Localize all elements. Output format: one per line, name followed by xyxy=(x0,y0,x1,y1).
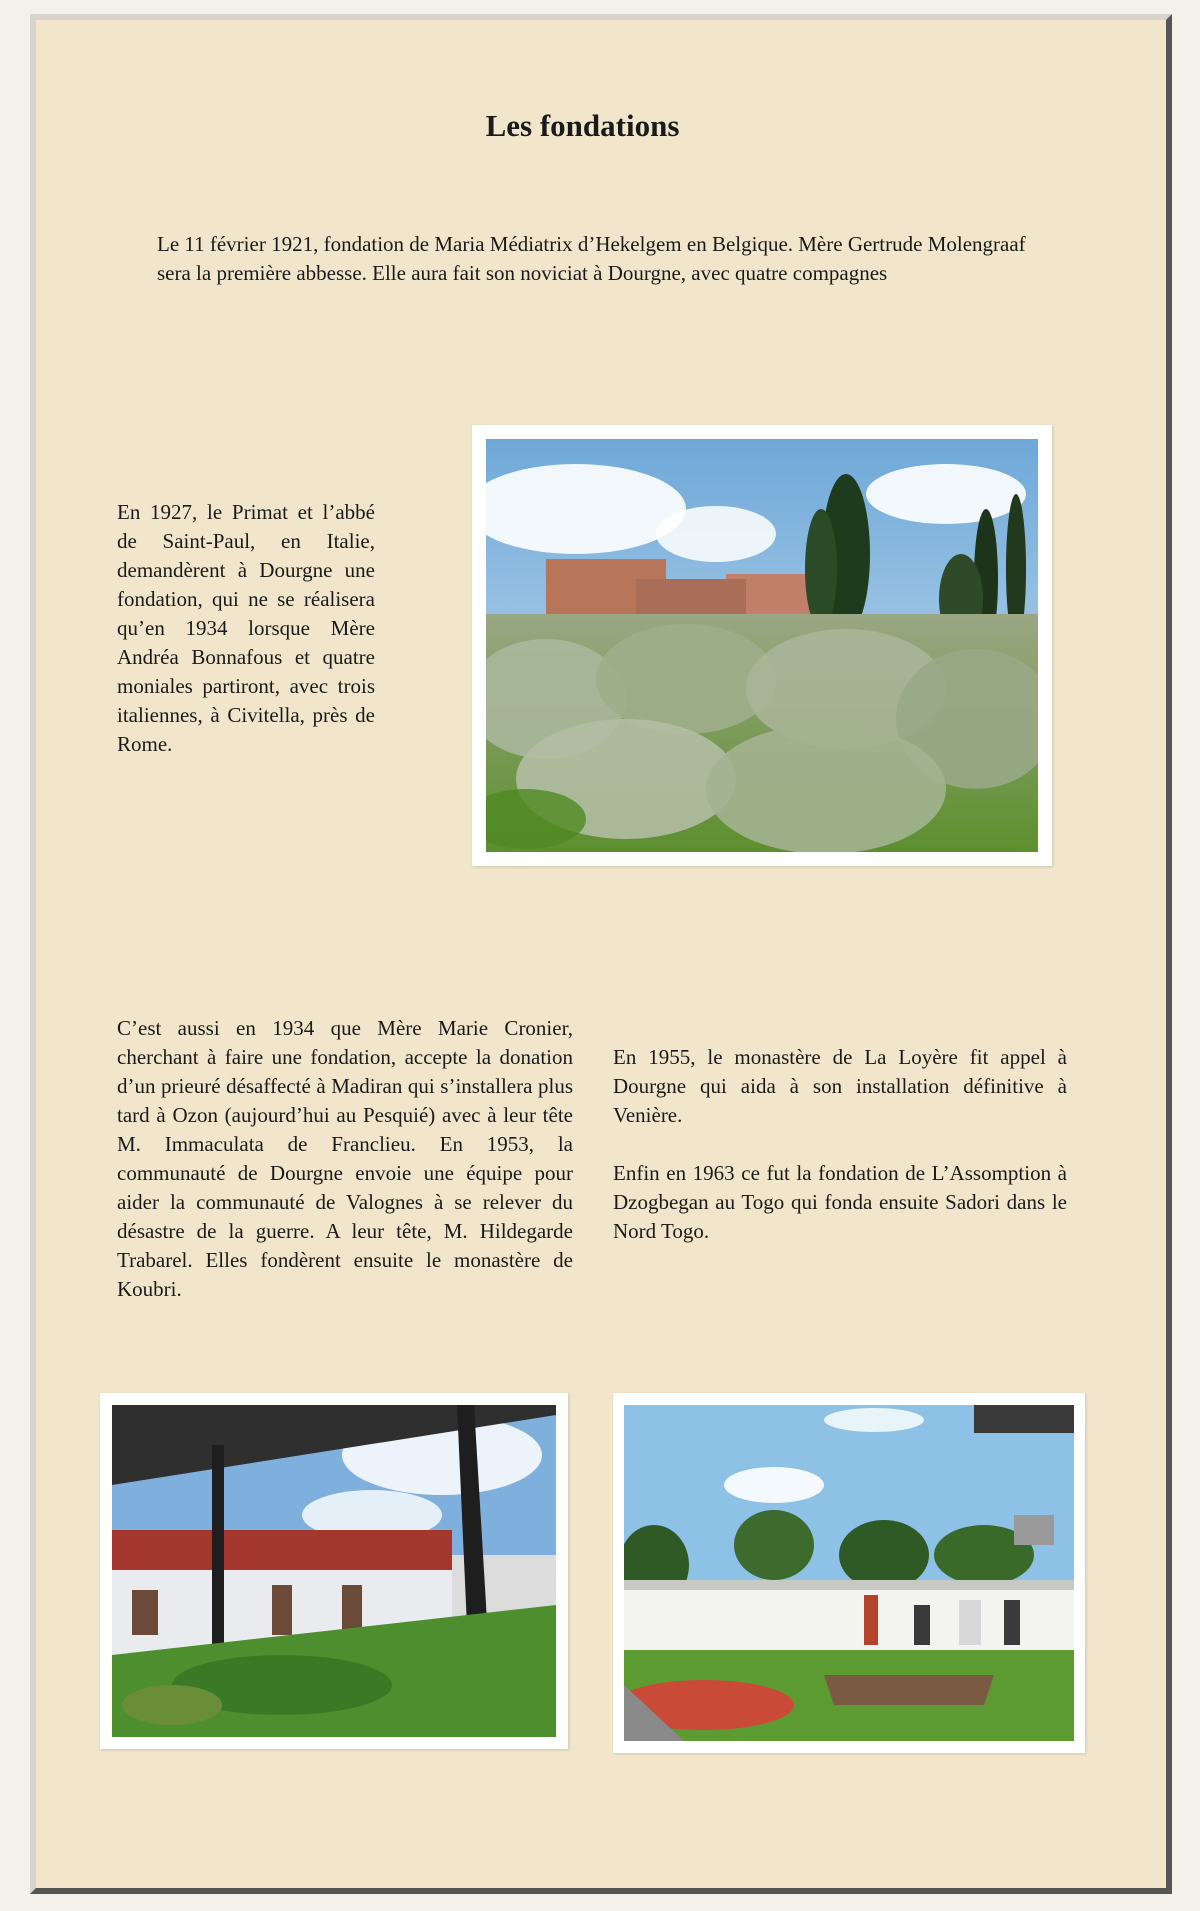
walkway-photo xyxy=(112,1405,556,1737)
madiran-paragraph xyxy=(117,1014,573,1304)
civitella-paragraph xyxy=(117,498,375,759)
civitella-text: En 1927, le Primat et l’abbé de Saint-Paul, en Italie, demandèrent à Dourgne une fondation, qui ne se réalisera qu’en 1934 lorsque Mère Andréa Bonnafous et quatre moniales partiront, avec trois italiennes, à Civitella, près de Rome. xyxy=(117,500,375,756)
intro-paragraph: Le 11 février 1921, fondation de Maria Médiatrix d’Hekelgem en Belgique. Mère Gertrude Molengraaf sera la première abbesse. Elle aura fait son noviciat à Dourgne, avec quatre compagnes xyxy=(157,232,1026,285)
civitella-photo xyxy=(486,439,1038,852)
togo-photo xyxy=(624,1405,1074,1741)
loyere-text: En 1955, le monastère de La Loyère fit appel à Dourgne qui aida à son installation définitive à Venière. xyxy=(613,1045,1067,1127)
togo-text: Enfin en 1963 ce fut la fondation de L’Assomption à Dzogbegan au Togo qui fonda ensuite Sadori dans le Nord Togo. xyxy=(613,1161,1067,1243)
right-column xyxy=(613,1043,1067,1246)
page-title: Les fondations xyxy=(485,108,680,143)
madiran-text: C’est aussi en 1934 que Mère Marie Cronier, cherchant à faire une fondation, accepte la donation d’un prieuré désaffecté à Madiran qui s’installera plus tard à Ozon (aujourd’hui au Pesquié) avec à leur tête M. Immaculata de Franclieu. En 1953, la communauté de Dourgne envoie une équipe pour aider la communauté de Valognes à se relever du désastre de la guerre. A leur tête, M. Hildegarde Trabarel. Elles fondèrent ensuite le monastère de Koubri. xyxy=(117,1016,573,1301)
